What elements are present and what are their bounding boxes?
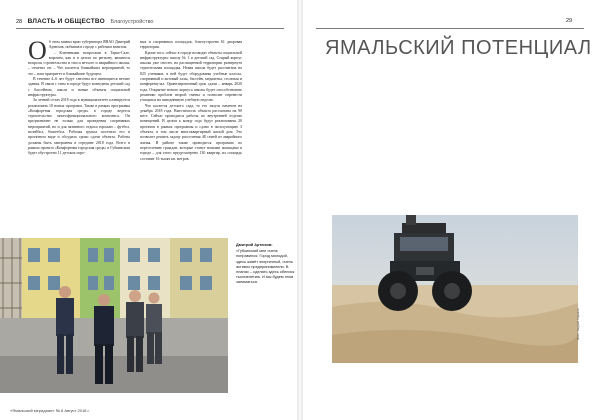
paragraph: Что касается детского сада, то его запуск намечен на декабрь 2018 года. Вместимость объекта рассчитана на 90 мест. Сейчас проводятся работы по внутренней отделке помещений. В целом к концу года будут реализованы 20 проектов в рамках программы и сдано в эксплуатацию 3 объекта, в том числе многоквартирный жилой дом. Это позволит решить задачу расселения 48 семей из аварийного жилья. В районе также проводится программа по переселению граждан, которые станут новыми жильцами в городе – для этого предусмотрено 130 квартир, их площадь составит 16 тысяч кв. метров. [140, 103, 242, 161]
photo-all-terrain-vehicle [332, 215, 578, 363]
right-page-number: 29 [566, 18, 573, 24]
drop-cap: О [28, 40, 47, 65]
left-header-rule [16, 28, 284, 29]
right-header-rule [316, 28, 584, 29]
paragraph: В течение 4–6 лет будут снесены все имеющиеся ветхие здания. В связи с этим в городе будут возведены детский сад с бассейном, школа и новые объекты социальной инфраструктуры. [28, 77, 130, 97]
article-column-2 [140, 40, 242, 240]
paragraph: За летний сезон 2018 года в муниципалитете планируется реализовать 10 новых программ. Также в рамках программы «Комфортная городская среда» в городе ведется строительство многофункционального комплекса. Он предназначен не только для проведения спортивных мероприятий, но и для активного отдыха горожан – футбол, волейбол, баскетбол. Рабочая группа посетила его в проектном виде и обсудила сроки сдачи объекта. Работы должны быть завершены в середине 2018 года. Всего в рамках проекта «Комфортная городская среда» в Губкинском будет обустроено 11 детских игро- [28, 98, 130, 156]
article-column-1 [28, 40, 130, 252]
paragraph: – Ключевыми вопросами в Тарко-Сале, впрочем, как и в целом по региону, являются вопросы строительства и сноса ветхого и аварийного жилья, – отметил он. – Что касается ближайших мероприятий, то это – наш приоритет в ближайшие будущем. [28, 50, 130, 76]
paragraph: вых и спортивных площадок, благоустроена 61 дворовая территория. [140, 40, 242, 50]
subsection-title: Благоустройство [110, 19, 154, 25]
left-page-header [16, 18, 154, 25]
photo-credit: Фото: Андрей Ходаков [576, 308, 580, 340]
paragraph: б этом заявил врио губернатора ЯНАО Дмитрий Артюхов, побывав в городе с рабочим визитом. [48, 40, 130, 50]
photo-caption [236, 242, 296, 285]
caption-quote: «Губкинский мне очень понравился. Город молодой, здесь живёт энергичный, очень активно предприниматели. В планах – сделать здесь обелиск тысячелетию. И мы будем этим заниматься. [236, 248, 295, 285]
paragraph: Кроме того, сейчас в городе возводят объекты социальной инфраструктуры: школу № 1 и детский сад. Старый корпус школы уже снесен, на расчищенной территории развернута строительная площадка. Новая школа будет рассчитана на 825 учеников, в ней будут оборудованы учебные классы, спортивный и актовый залы, бассейн, медиатека, столовая и конференц-зал. Ориентировочный срок сдачи – январь 2020 года. Открытие нового корпуса школы будет способствовать решению проблем второй смены и позволит перевести учащихся на пятидневную учебную неделю. [140, 50, 242, 103]
caption-speaker: Дмитрий Артюхов: [236, 242, 273, 247]
left-page-number: 28 [16, 19, 23, 25]
article-title: ЯМАЛЬСКИЙ ПОТЕНЦИАЛ [325, 37, 592, 59]
footer-publication: «Ямальский меридиан» № 8 Август 2018 г. [10, 408, 90, 413]
section-title: ВЛАСТЬ И ОБЩЕСТВО [27, 18, 105, 25]
right-page-header [566, 18, 572, 24]
photo-officials-visit [0, 238, 228, 393]
page-gutter [297, 0, 303, 420]
